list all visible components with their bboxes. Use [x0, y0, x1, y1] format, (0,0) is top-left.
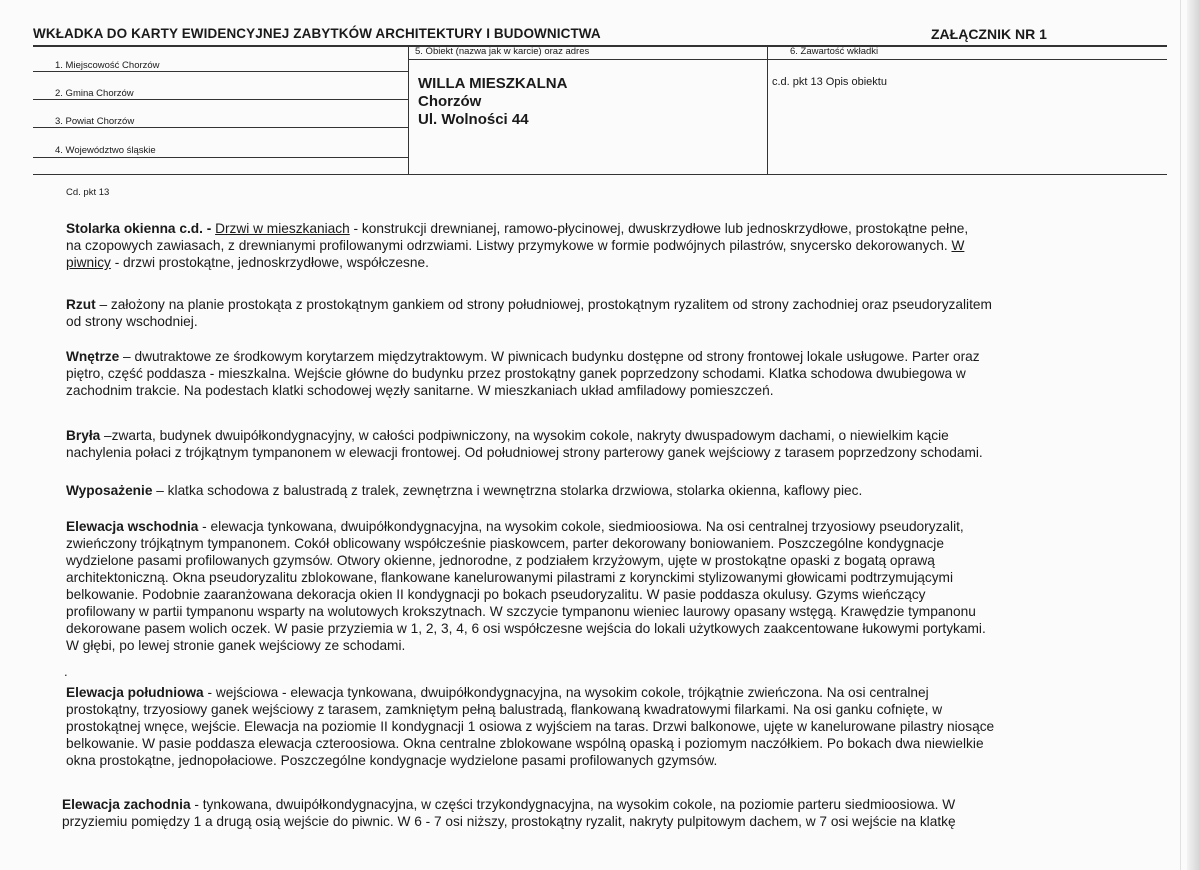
field-gmina: 2. Gmina Chorzów — [55, 88, 134, 99]
text-line: nachylenia połaci z trójkątnym tympanonem w elewacji frontowej. Od południowej strony parterowy ganek wejściowy z tarasem poprzedzony schodami. — [66, 445, 983, 460]
scan-edge-line — [1180, 0, 1181, 870]
form-bottom-border — [33, 174, 1167, 175]
heading-rzut: Rzut — [66, 297, 96, 312]
annex-label: ZAŁĄCZNIK NR 1 — [931, 26, 1047, 42]
field-miejscowosc: 1. Miejscowość Chorzów — [55, 60, 160, 71]
text-line: - wejściowa - elewacja tynkowana, dwuipółkondygnacyjna, na wysokim cokole, trójkątnie zwieńczona. Na osi centralnej — [203, 685, 929, 700]
object-label: 5. Obiekt (nazwa jak w karcie) oraz adres — [415, 46, 590, 57]
paragraph-stolarka — [66, 220, 1130, 271]
heading-wnetrze: Wnętrze — [66, 349, 120, 364]
paragraph-wnetrze — [66, 348, 1130, 399]
heading-wyposazenie: Wyposażenie — [66, 483, 153, 498]
stray-dot: . — [64, 664, 68, 679]
paragraph-elewacja-zachodnia — [62, 796, 1130, 830]
paragraph-elewacja-wschodnia — [66, 518, 1130, 654]
underlined-piwnicy: piwnicy — [66, 255, 111, 270]
form-top-border — [33, 45, 1167, 47]
text-line: belkowanie. Podobnie zaaranżowana dekoracja okien II kondygnacji po bokach pseudoryzalitu. W pasie poddasza okulusy. Gzyms wieńczący — [66, 587, 926, 602]
section-underline — [767, 59, 1167, 60]
underlined-drzwi: Drzwi w mieszkaniach — [215, 221, 350, 236]
heading-stolarka-cd: c.d. - — [175, 221, 216, 236]
paragraph-bryla — [66, 427, 1130, 461]
text-line: architektoniczną. Okna pseudoryzalitu zblokowane, flankowane kanelurowanymi pilastrami z korynckimi stylizowanymi głowicami podtrzymującymi — [66, 570, 954, 585]
text-line: belkowanie. W pasie poddasza elewacja czteroosiowa. Okna centralne zblokowane wspólną opaską i poziomym naczółkiem. Po bokach dwa niewielkie — [66, 736, 984, 751]
field-wojewodztwo: 4. Województwo śląskie — [55, 145, 156, 156]
text-line: na czopowych zawiasach, z drewnianymi profilowanymi odrzwiami. Listwy przymykowe w formie podwójnych pilastrów, snycersko dekorowanych. — [66, 238, 952, 253]
form-divider-left — [408, 45, 409, 175]
text-line: – dwutraktowe ze środkowym korytarzem międzytraktowym. W piwnicach budynku dostępne od strony frontowej lokale usługowe. Parter oraz — [119, 349, 980, 364]
contents-value: c.d. pkt 13 Opis obiektu — [772, 76, 887, 88]
text-line: piętro, część poddasza - mieszkalna. Wejście główne do budynku przez prostokątny ganek poprzedzony schodami. Klatka schodowa dwubiegowa w — [66, 366, 966, 381]
object-address: Ul. Wolności 44 — [418, 111, 529, 128]
heading-elewacja-zachodnia: Elewacja zachodnia — [62, 797, 191, 812]
document-title: WKŁADKA DO KARTY EWIDENCYJNEJ ZABYTKÓW ARCHITEKTURY I BUDOWNICTWA — [33, 26, 601, 41]
field-underline — [33, 71, 408, 72]
paragraph-rzut — [66, 296, 1130, 330]
object-city: Chorzów — [418, 93, 482, 110]
form-divider-right — [767, 45, 768, 175]
text-line: prostokątnej wnęce, wejście. Elewacja na poziomie II kondygnacji 1 osiowa z wyjściem na taras. Drzwi balkonowe, ujęte w kanelurowane pilastry niosące — [66, 719, 995, 734]
contents-label: 6. Zawartość wkładki — [790, 46, 879, 57]
paragraph-elewacja-poludniowa — [66, 684, 1130, 769]
text-line: zachodnim trakcie. Na podestach klatki schodowej węzły sanitarne. W mieszkaniach układ amfiladowy pomieszczeń. — [66, 383, 774, 398]
scan-edge-shadow — [1187, 0, 1199, 870]
section-underline — [408, 59, 767, 60]
text-line: profilowany w partii tympanonu wsparty na wolutowych krokszytnach. W szczycie tympanonu wieniec laurowy opasany wstęgą. Krawędzie tympanonu — [66, 604, 976, 619]
text-line: –zwarta, budynek dwuipółkondygnacyjny, w całości podpiwniczony, na wysokim cokole, nakryty dwuspadowym dachami, o niewielkim kącie — [100, 428, 949, 443]
heading-elewacja-wschodnia: Elewacja wschodnia — [66, 519, 199, 534]
field-underline — [33, 99, 408, 100]
text-line: przyziemiu pomiędzy 1 a drugą osią wejście do piwnic. W 6 - 7 osi niższy, prostokątny ryzalit, nakryty pulpitowym dachem, w 7 osi wejście na klatkę — [62, 814, 956, 829]
field-underline — [33, 127, 408, 128]
text-line: - konstrukcji drewnianej, ramowo-płycinowej, dwuskrzydłowe lub jednoskrzydłowe, prostokątne pełne, — [349, 221, 969, 236]
text-line: – klatka schodowa z balustradą z tralek, zewnętrzna i wewnętrzna stolarka drzwiowa, stolarka okienna, kaflowy piec. — [152, 483, 863, 498]
text-line: wydzielone pasami profilowanych gzymsów. Otwory okienne, jednorodne, z podziałem krzyżowym, ujęte w prostokątne opaski z bogatą oprawą — [66, 553, 935, 568]
text-line: okna prostokątne, jednopołaciowe. Poszczególne kondygnacje wydzielone pasami profilowanych gzymsów. — [66, 753, 718, 768]
object-name: WILLA MIESZKALNA — [418, 75, 568, 92]
underlined-w: W — [951, 238, 965, 253]
paragraph-wyposazenie — [66, 482, 1130, 499]
text-line: - tynkowana, dwuipółkondygnacyjna, w części trzykondygnacyjna, na wysokim cokole, na poziomie parteru siedmioosiowa. W — [190, 797, 956, 812]
continuation-label: Cd. pkt 13 — [66, 187, 110, 198]
heading-stolarka: Stolarka okienna — [66, 221, 176, 236]
text-line: – założony na planie prostokąta z prostokątnym gankiem od strony południowej, prostokątnym ryzalitem od strony zachodniej oraz pseudoryzalitem — [95, 297, 992, 312]
heading-bryla: Bryła — [66, 428, 101, 443]
text-line: - elewacja tynkowana, dwuipółkondygnacyjna, na wysokim cokole, siedmioosiowa. Na osi centralnej trzyosiowy pseudoryzalit, — [198, 519, 964, 534]
field-underline — [33, 157, 408, 158]
field-powiat: 3. Powiat Chorzów — [55, 116, 135, 127]
text-line: od strony wschodniej. — [66, 314, 198, 329]
text-line: prostokątny, trzyosiowy ganek wejściowy z tarasem, zamkniętym pełną balustradą, flankowaną kwadratowymi filarkami. Na osi ganku cofnięte, w — [66, 702, 943, 717]
text-line: dekorowane pasem wolich oczek. W pasie przyziemia w 1, 2, 3, 4, 6 osi współczesne wejścia do lokali użytkowych zaakcentowane łukowymi portykami. — [66, 621, 986, 636]
text-line: zwieńczony trójkątnym tympanonem. Cokół oblicowany współcześnie piaskowcem, parter dekorowany boniowaniem. Poszczególne kondygnacje — [66, 536, 944, 551]
text-line: - drzwi prostokątne, jednoskrzydłowe, współczesne. — [110, 255, 429, 270]
heading-elewacja-poludniowa: Elewacja południowa — [66, 685, 204, 700]
text-line: W głębi, po lewej stronie ganek wejściowy ze schodami. — [66, 638, 406, 653]
